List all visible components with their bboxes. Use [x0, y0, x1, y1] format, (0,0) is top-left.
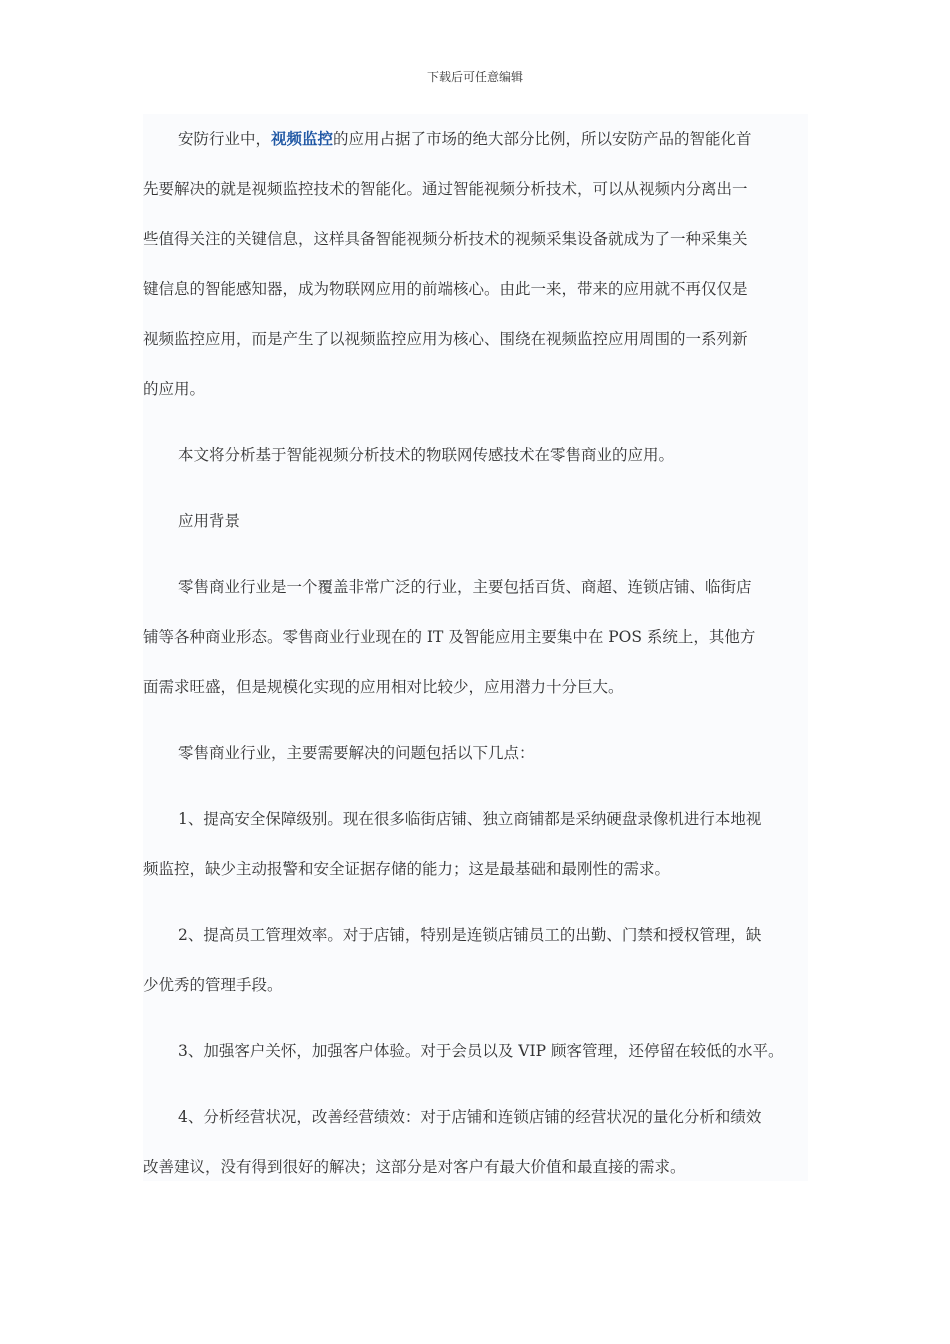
intro-line1-rest: 的应用占据了市场的绝大部分比例，所以安防产品的智能化首: [333, 130, 752, 148]
paragraph-intro-line5: 视频监控应用，而是产生了以视频监控应用为核心、围绕在视频监控应用周围的一系列新: [143, 330, 748, 348]
list-item-4-line2: 改善建议，没有得到很好的解决；这部分是对客户有最大价值和最直接的需求。: [143, 1158, 686, 1176]
paragraph-intro-line2: 先要解决的就是视频监控技术的智能化。通过智能视频分析技术，可以从视频内分离出一: [143, 180, 748, 198]
article-body: [143, 114, 808, 1181]
list-item-2-line2: 少优秀的管理手段。: [143, 976, 283, 994]
paragraph-purpose: 本文将分析基于智能视频分析技术的物联网传感技术在零售商业的应用。: [178, 446, 675, 464]
list-item-4-line1: 4、分析经营状况，改善经营绩效：对于店铺和连锁店铺的经营状况的量化分析和绩效: [178, 1108, 762, 1126]
video-surveillance-link[interactable]: 视频监控: [271, 130, 334, 148]
list-item-2-line1: 2、提高员工管理效率。对于店铺，特别是连锁店铺员工的出勤、门禁和授权管理，缺: [178, 926, 762, 944]
list-item-1-line1: 1、提高安全保障级别。现在很多临街店铺、独立商铺都是采纳硬盘录像机进行本地视: [178, 810, 762, 828]
paragraph-intro-line4: 键信息的智能感知器，成为物联网应用的前端核心。由此一来，带来的应用就不再仅仅是: [143, 280, 748, 298]
paragraph-retail-line2: 铺等各种商业形态。零售商业行业现在的 IT 及智能应用主要集中在 POS 系统上，其他方: [143, 628, 756, 646]
paragraph-intro-line3: 些值得关注的关键信息，这样具备智能视频分析技术的视频采集设备就成为了一种采集关: [143, 230, 748, 248]
page-header-note: 下载后可任意编辑: [426, 70, 523, 84]
list-item-1-line2: 频监控，缺少主动报警和安全证据存储的能力；这是最基础和最刚性的需求。: [143, 860, 671, 878]
paragraph-intro-line6: 的应用。: [143, 380, 206, 398]
section-heading-background: 应用背景: [178, 512, 241, 530]
paragraph-problems-intro: 零售商业行业，主要需要解决的问题包括以下几点：: [178, 744, 535, 762]
intro-lead-text: 安防行业中，: [178, 130, 272, 148]
paragraph-intro: [143, 114, 808, 164]
paragraph-retail-line1: 零售商业行业是一个覆盖非常广泛的行业，主要包括百货、商超、连锁店铺、临街店: [178, 578, 752, 596]
paragraph-retail-line3: 面需求旺盛，但是规模化实现的应用相对比较少，应用潜力十分巨大。: [143, 678, 624, 696]
list-item-3: 3、加强客户关怀，加强客户体验。对于会员以及 VIP 顾客管理，还停留在较低的水平。: [178, 1042, 784, 1060]
